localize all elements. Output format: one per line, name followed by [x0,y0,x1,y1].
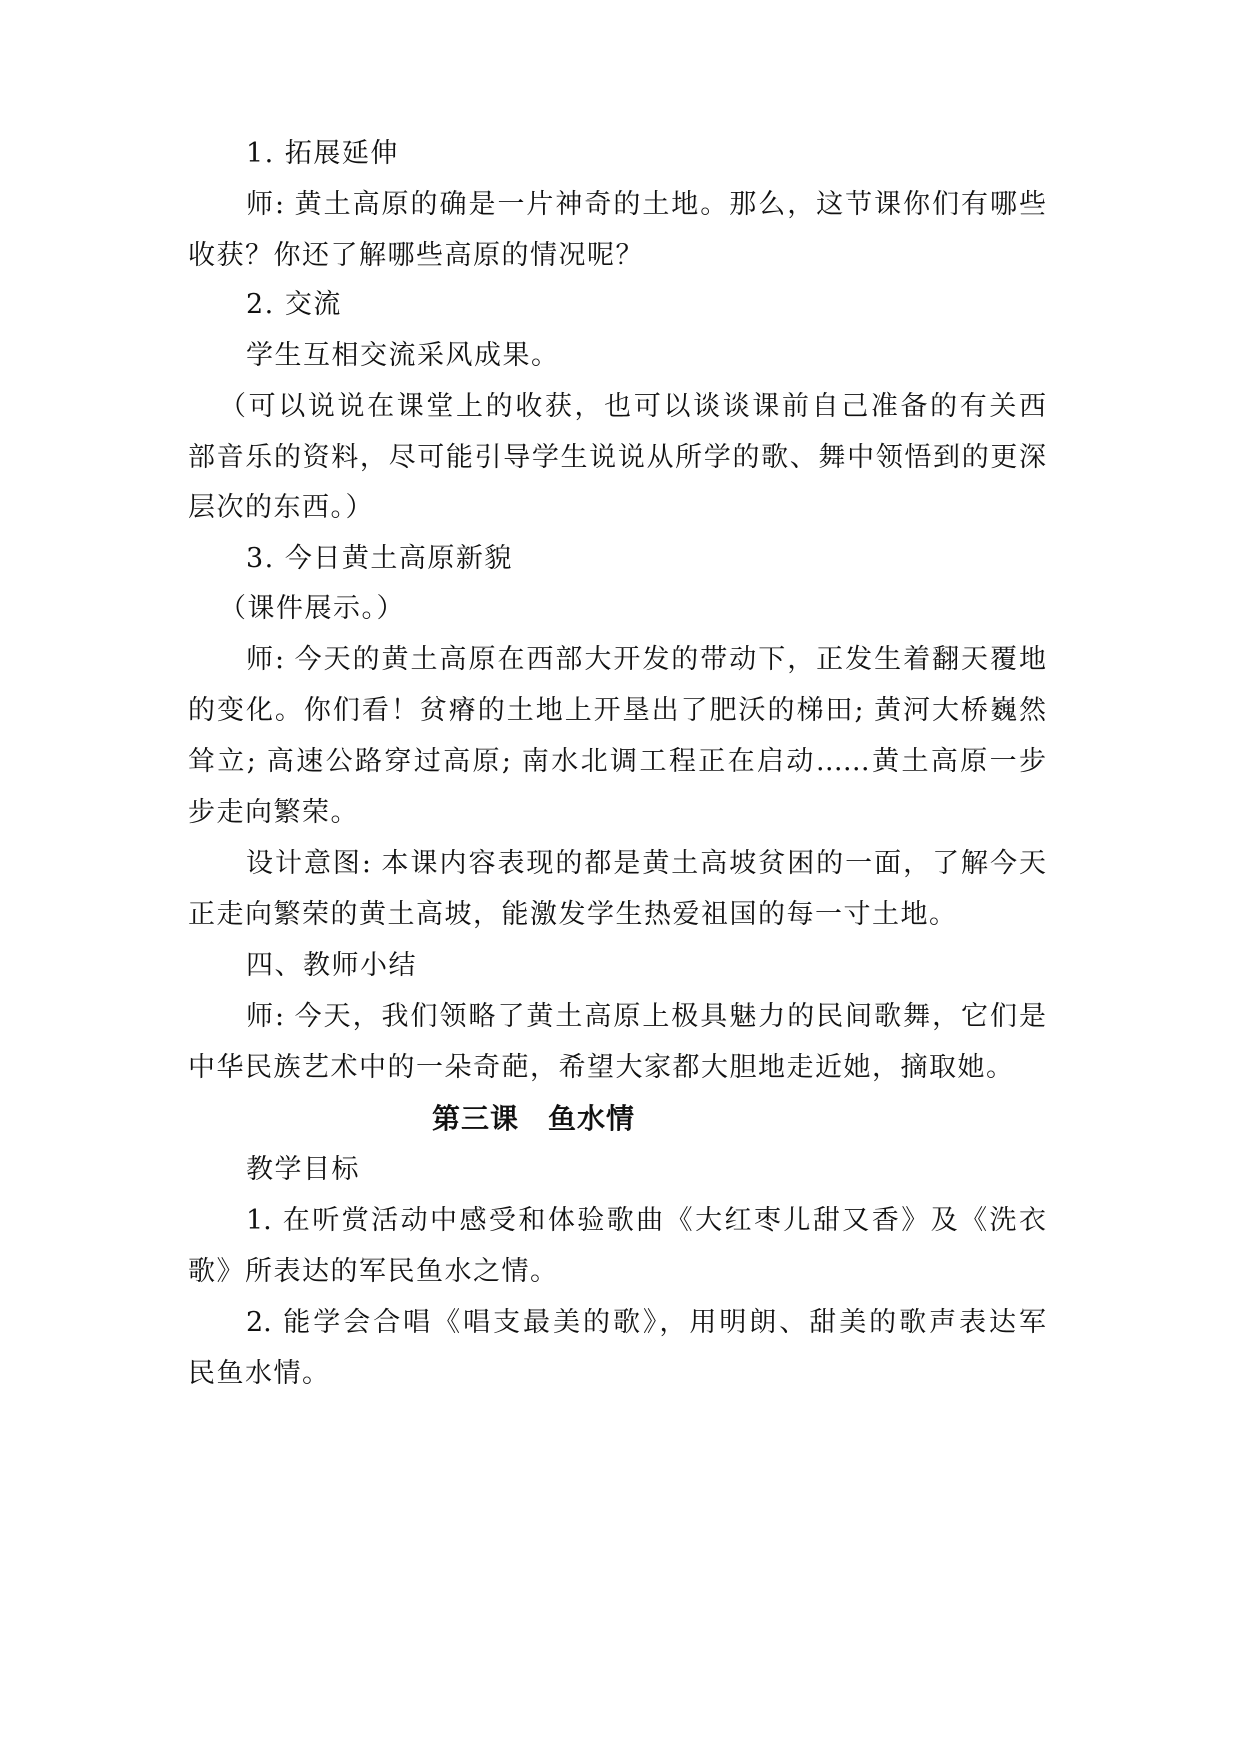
teacher-paragraph-line: 收获？你还了解哪些高原的情况呢？ [188,240,644,271]
heading-teacher-summary: 四、教师小结 [246,950,417,981]
summary-paragraph-line: 师: 今天，我们领略了黄土高原上极具魅力的民间歌舞，它们是 [246,1001,1046,1032]
teacher-paragraph-line: 师: 今天的黄土高原在西部大开发的带动下，正发生着翻天覆地 [246,644,1046,675]
goal-line: 民鱼水情。 [188,1358,331,1389]
note-paragraph-line: （可以说说在课堂上的收获，也可以谈谈课前自己准备的有关西 [219,391,1046,422]
design-intent-line: 正走向繁荣的黄土高坡，能激发学生热爱祖国的每一寸土地。 [188,899,958,930]
heading-exchange: 2. 交流 [246,289,342,320]
teacher-paragraph-line: 耸立; 高速公路穿过高原; 南水北调工程正在启动……黄土高原一步 [188,746,1046,777]
note-paragraph-line: 层次的东西。） [188,492,374,523]
summary-paragraph-line: 中华民族艺术中的一朵奇葩，希望大家都大胆地走近她，摘取她。 [188,1052,1015,1083]
goal-line: 歌》所表达的军民鱼水之情。 [188,1256,559,1287]
heading-extension: 1. 拓展延伸 [246,138,399,169]
goal-line: 1. 在听赏活动中感受和体验歌曲《大红枣儿甜又香》及《洗衣 [246,1205,1046,1236]
student-activity-line: 学生互相交流采风成果。 [246,340,560,371]
teacher-paragraph-line: 师: 黄土高原的确是一片神奇的土地。那么，这节课你们有哪些 [246,189,1046,220]
courseware-note: （课件展示。） [219,593,405,624]
teacher-paragraph-line: 的变化。你们看！贫瘠的土地上开垦出了肥沃的梯田; 黄河大桥巍然 [188,695,1046,726]
teacher-paragraph-line: 步走向繁荣。 [188,797,359,828]
teaching-goals-heading: 教学目标 [246,1154,360,1185]
heading-new-look: 3. 今日黄土高原新貌 [246,543,513,574]
note-paragraph-line: 部音乐的资料，尽可能引导学生说说从所学的歌、舞中领悟到的更深 [188,442,1046,473]
goal-line: 2. 能学会合唱《唱支最美的歌》，用明朗、甜美的歌声表达军 [246,1307,1046,1338]
lesson-title: 第三课 鱼水情 [432,1102,636,1135]
design-intent-line: 设计意图: 本课内容表现的都是黄土高坡贫困的一面，了解今天 [246,848,1046,879]
